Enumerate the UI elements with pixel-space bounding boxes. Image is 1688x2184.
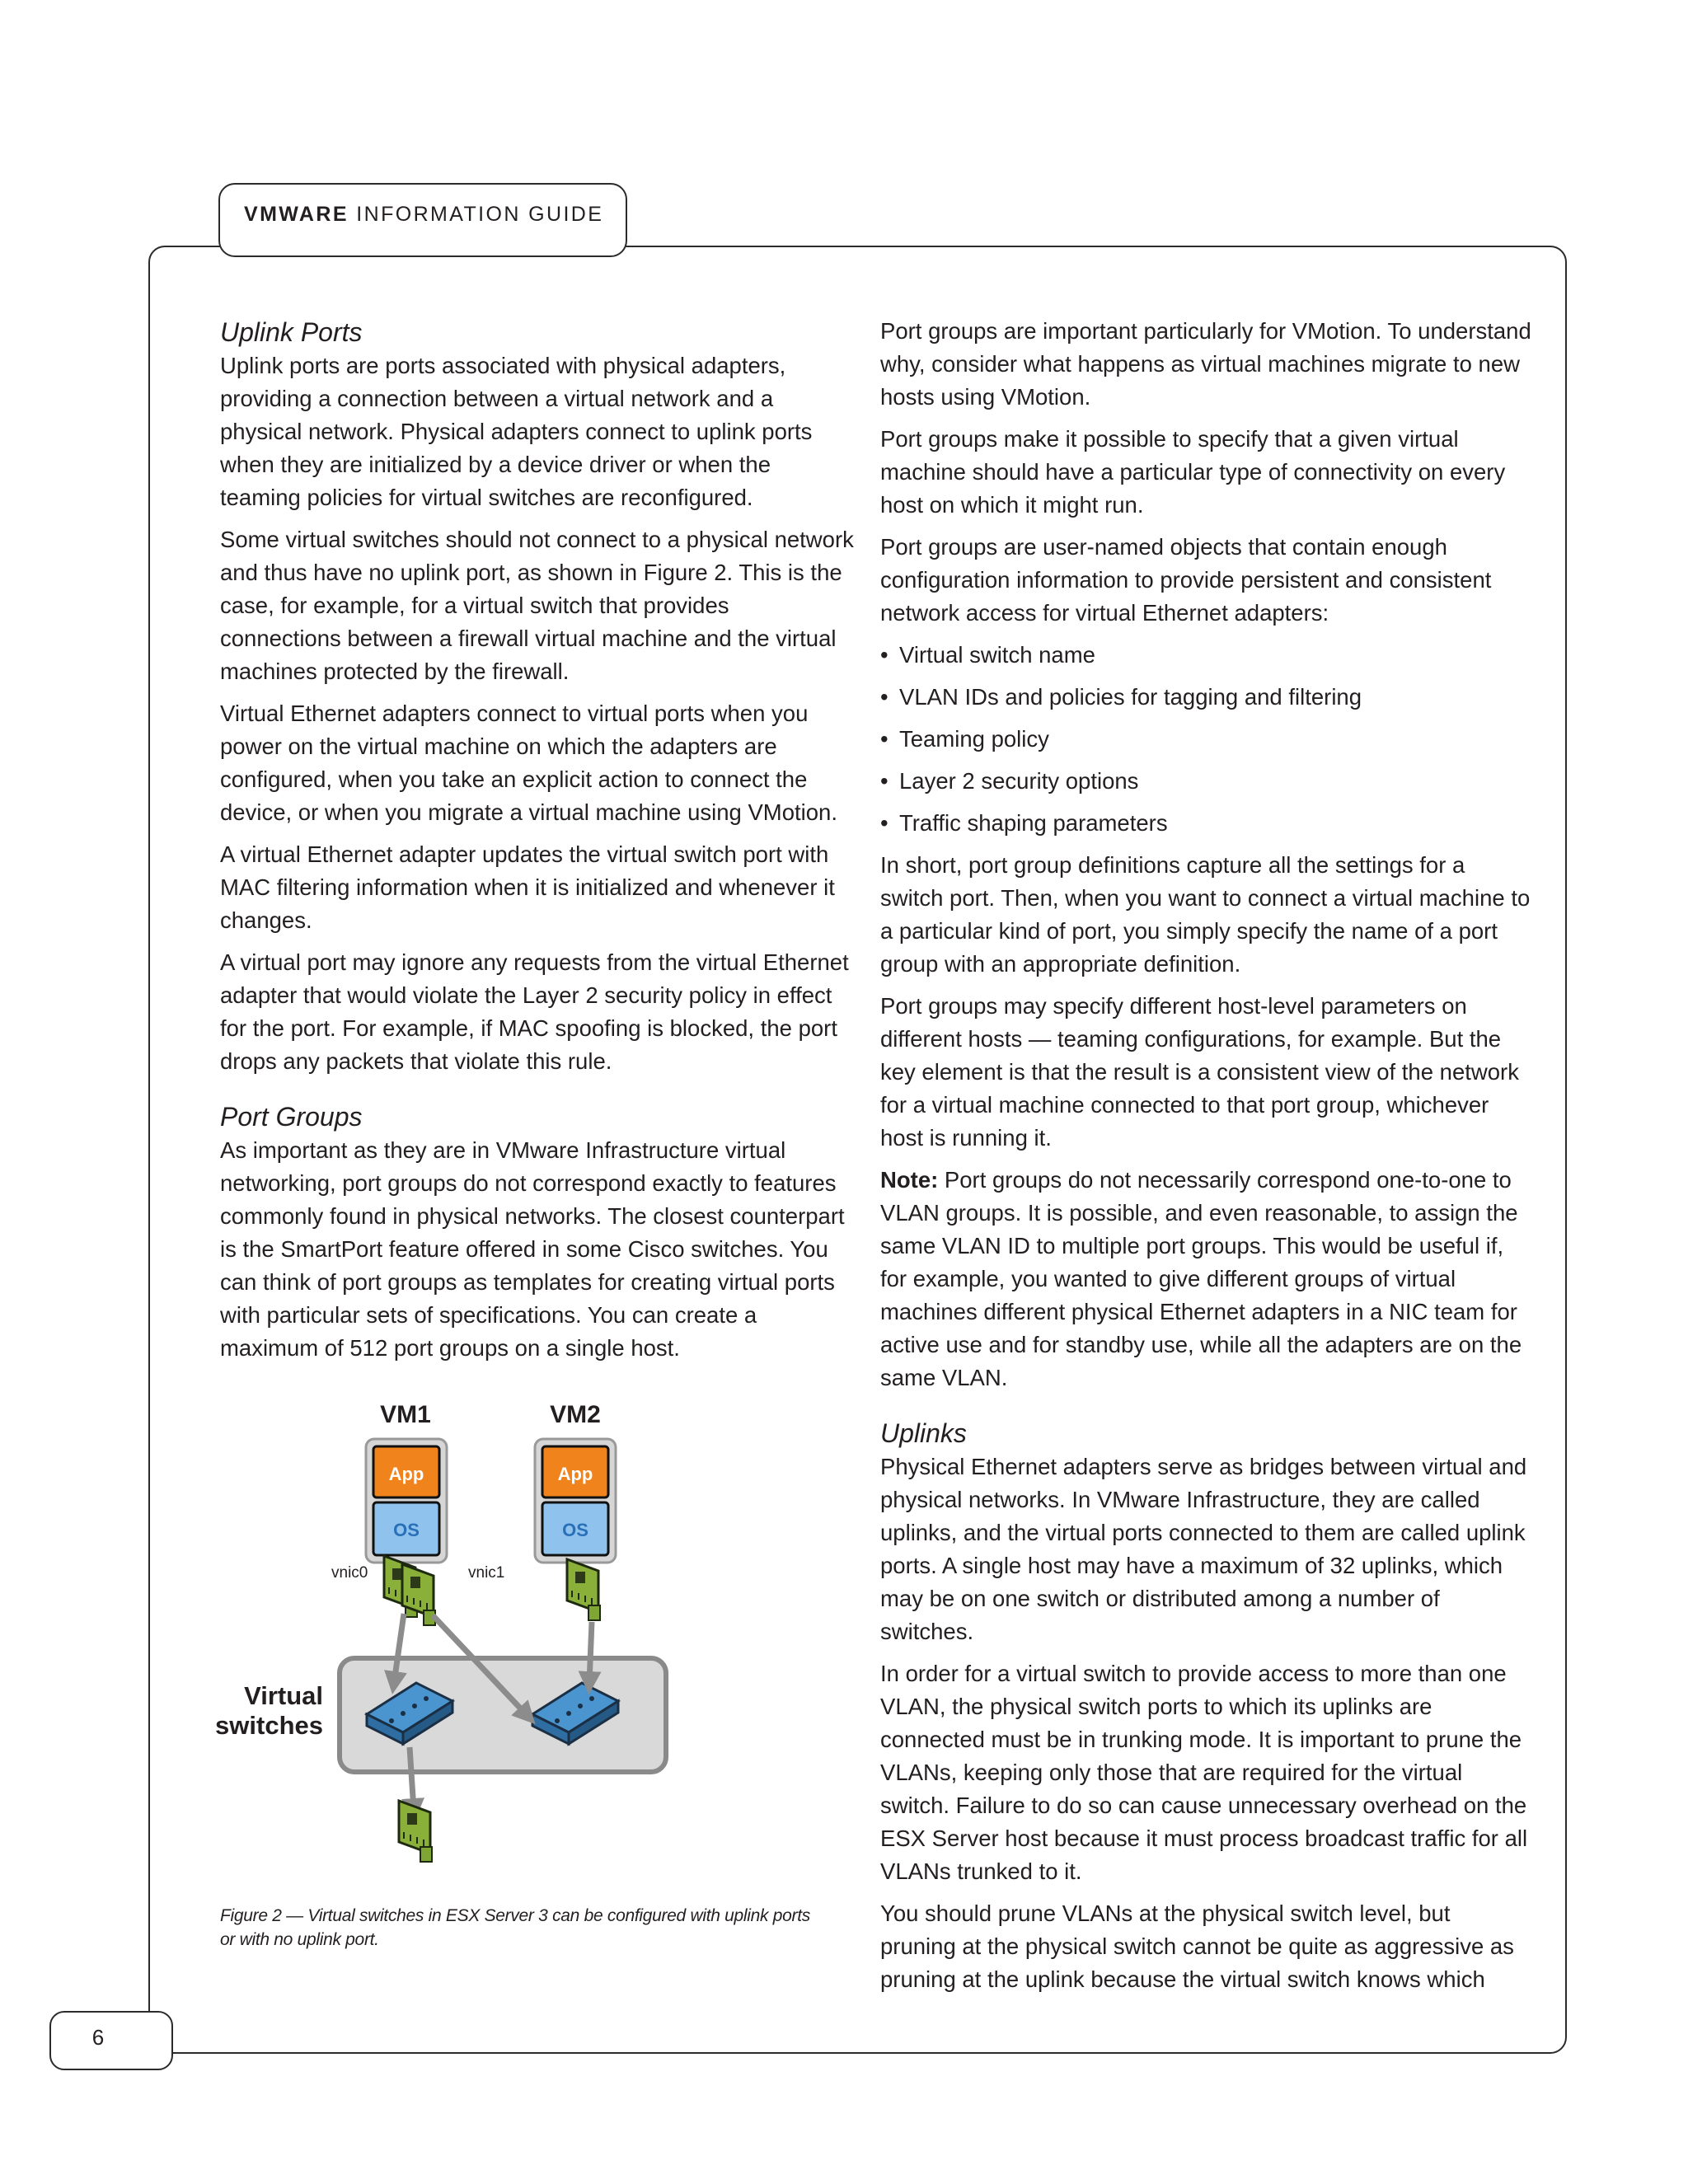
paragraph: Virtual Ethernet adapters connect to virtual ports when you power on the virtual machine on which the adapters are configured, when you take an explicit action to connect the device, or when you migrate a virtual machine using VMotion. <box>220 701 837 825</box>
vm2-os-label: OS <box>562 1520 588 1540</box>
vm2-stack <box>535 1439 616 1563</box>
running-header <box>244 203 603 227</box>
header-title: INFORMATION GUIDE <box>356 203 604 226</box>
note-text: Port groups do not necessarily correspond one-to-one to VLAN groups. It is possible, and even reasonable, to assign the same VLAN ID to multiple port groups. This would be useful if, for example, you wanted to give different groups of virtual machines different physical Ethernet adapters in a NIC team for active use and for standby use, while all the adapters are on the same VLAN. <box>880 1167 1522 1390</box>
list-item: • Teaming policy <box>880 723 1531 756</box>
right-column <box>880 315 1531 2005</box>
physical-adapter-icon <box>399 1801 432 1862</box>
list-item: • VLAN IDs and policies for tagging and filtering <box>880 681 1531 714</box>
paragraph: As important as they are in VMware Infrastructure virtual networking, port groups do not correspond exactly to features commonly found in physical networks. The closest counterpart is the SmartPort feature offered in some Cisco switches. You can think of port groups as templates for creating virtual ports with particular sets of specifications. You can create a maximum of 512 port groups on a single host. <box>220 1137 845 1361</box>
paragraph: Some virtual switches should not connect to a physical network and thus have no uplink port, as shown in Figure 2. This is the case, for example, for a virtual switch that provides connections between a firewall virtual machine and the virtual machines protected by the firewall. <box>220 527 854 684</box>
figure-caption <box>220 1904 846 1952</box>
header-brand: VMWARE <box>244 203 349 226</box>
paragraph: In order for a virtual switch to provide access to more than one VLAN, the physical switch ports to which its uplinks are connected must be in trunking mode. It is important to prune the VLANs, keeping only those that are required for the virtual switch. Failure to do so can cause unnecessary overhead on the ESX Server host because it must process broadcast traffic for all VLANs trunked to it. <box>880 1661 1528 1884</box>
page-number: 6 <box>91 2025 105 2050</box>
note-label: Note: <box>880 1167 939 1193</box>
heading-uplink-ports: Uplink Ports <box>220 317 363 347</box>
vm1-app-label: App <box>388 1464 424 1484</box>
vm1-os-label: OS <box>393 1520 420 1540</box>
paragraph: In short, port group definitions capture all the settings for a switch port. Then, when you want to connect a virtual machine to a particular kind of port, you simply specify the name of a port group with an appropriate definition. <box>880 852 1531 977</box>
vm2-app-label: App <box>557 1464 593 1484</box>
heading-uplinks: Uplinks <box>880 1418 967 1448</box>
list-item: • Virtual switch name <box>880 639 1531 672</box>
left-column <box>220 315 855 1374</box>
list-item: • Traffic shaping parameters <box>880 807 1531 840</box>
list-item: • Layer 2 security options <box>880 765 1531 798</box>
paragraph: Port groups may specify different host-level parameters on different hosts — teaming configurations, for example. But the key element is that the result is a consistent view of the network for a virtual machine connected to that port group, whichever host is running it. <box>880 993 1519 1151</box>
figure-virtual-switches <box>214 1393 709 1863</box>
caption-line-2: or with no uplink port. <box>220 1930 379 1949</box>
uplink-arrow <box>410 1747 414 1810</box>
vm2-label: VM2 <box>550 1401 601 1428</box>
paragraph: Physical Ethernet adapters serve as bridges between virtual and physical networks. In VMware Infrastructure, they are called uplinks, and the virtual ports connected to them are called uplink ports. A single host may have a maximum of 32 uplinks, which may be on one switch or distributed among a number of switches. <box>880 1454 1527 1644</box>
paragraph: You should prune VLANs at the physical switch level, but pruning at the physical switch cannot be quite as aggressive as pruning at the uplink because the virtual switch knows which <box>880 1900 1514 1992</box>
vnic0-label: vnic0 <box>331 1564 368 1582</box>
vnic1-label: vnic1 <box>468 1564 505 1582</box>
switches-label-line2: switches <box>215 1711 323 1740</box>
paragraph: Port groups are user-named objects that contain enough configuration information to provide persistent and consistent network access for virtual Ethernet adapters: <box>880 534 1492 626</box>
paragraph: Port groups make it possible to specify that a given virtual machine should have a particular type of connectivity on every host on which it might run. <box>880 426 1506 518</box>
vm1-stack <box>366 1439 447 1563</box>
switches-label-line1: Virtual <box>244 1681 323 1710</box>
note-paragraph <box>880 1164 1531 1394</box>
paragraph: Port groups are important particularly for VMotion. To understand why, consider what happens as virtual machines migrate to new hosts using VMotion. <box>880 318 1531 410</box>
paragraph: A virtual port may ignore any requests from the virtual Ethernet adapter that would violate the Layer 2 security policy in effect for the port. For example, if MAC spoofing is blocked, the port drops any packets that violate this rule. <box>220 949 849 1074</box>
caption-line-1: Figure 2 — Virtual switches in ESX Server 3 can be configured with uplink ports <box>220 1906 810 1925</box>
port-group-settings-list <box>880 639 1531 840</box>
vm2-vnic-card-icon <box>567 1559 600 1620</box>
paragraph: Uplink ports are ports associated with physical adapters, providing a connection between a virtual network and a physical network. Physical adapters connect to uplink ports when they are initialized by a device driver or when the teaming policies for virtual switches are reconfigured. <box>220 353 813 510</box>
heading-port-groups: Port Groups <box>220 1102 363 1132</box>
vm2-arrow <box>589 1622 592 1683</box>
paragraph: A virtual Ethernet adapter updates the virtual switch port with MAC filtering information when it is initialized and whenever it changes. <box>220 841 835 933</box>
vm1-label: VM1 <box>380 1401 431 1428</box>
